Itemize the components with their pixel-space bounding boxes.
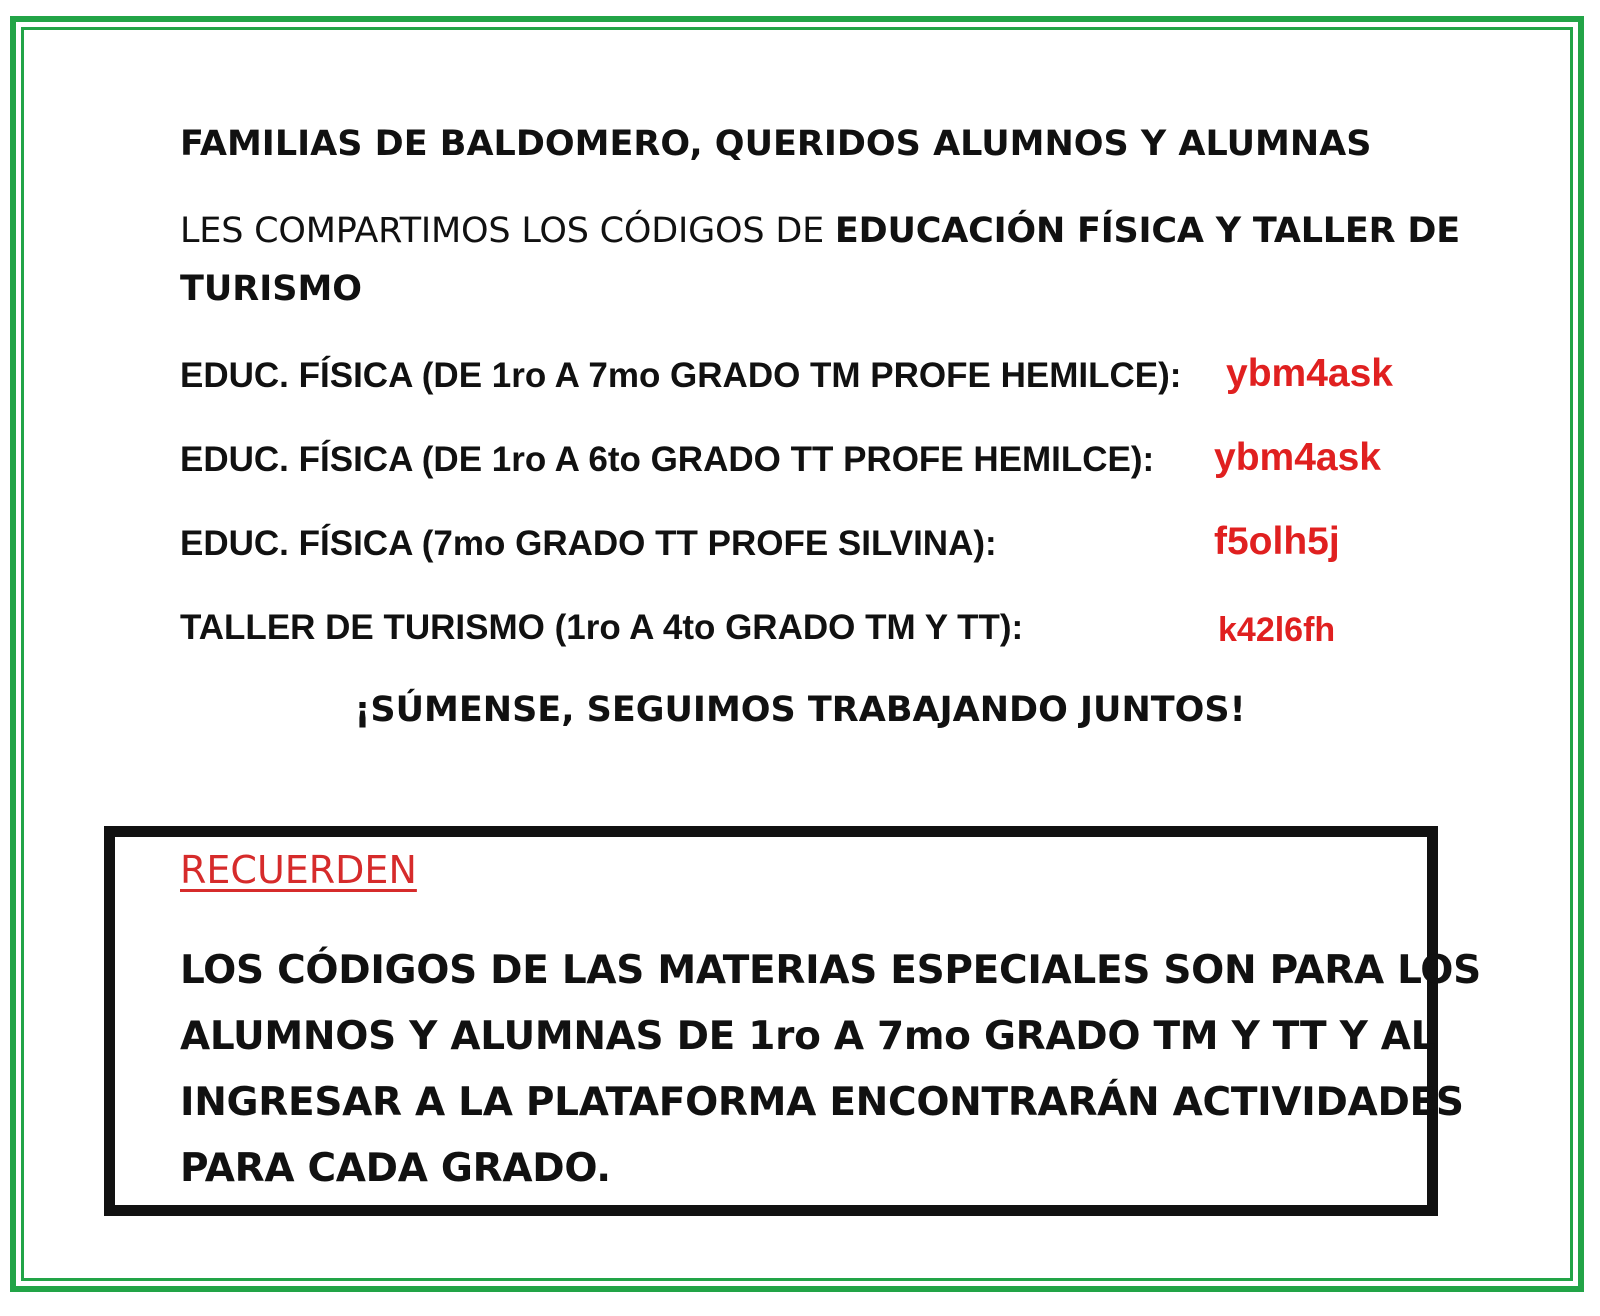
intro-bold-text: EDUCACIÓN FÍSICA Y TALLER DE [834,211,1460,251]
reminder-title: RECUERDEN [180,848,417,892]
closing-message: ¡SÚMENSE, SEGUIMOS TRABAJANDO JUNTOS! [354,690,1246,730]
code-value-taller-turismo: k42l6fh [1218,611,1336,649]
greeting-heading: FAMILIAS DE BALDOMERO, QUERIDOS ALUMNOS Y ALUMNAS [180,124,1372,164]
reminder-line: PARA CADA GRADO. [180,1146,611,1191]
code-label-educ-fisica-7mo-tm: EDUC. FÍSICA (DE 1ro A 7mo GRADO TM PROFE HEMILCE): [180,356,1182,395]
code-value-educ-fisica-7mo-tt: f5olh5j [1214,520,1340,563]
reminder-body [180,938,1481,1202]
reminder-line: LOS CÓDIGOS DE LAS MATERIAS ESPECIALES SON PARA LOS [180,948,1481,993]
reminder-line: INGRESAR A LA PLATAFORMA ENCONTRARÁN ACTIVIDADES [180,1080,1464,1125]
code-value-educ-fisica-6to-tt: ybm4ask [1214,436,1381,479]
intro-line-continued: TURISMO [180,269,363,309]
intro-plain-text: LES COMPARTIMOS LOS CÓDIGOS DE [180,211,835,251]
reminder-line: ALUMNOS Y ALUMNAS DE 1ro A 7mo GRADO TM Y TT Y AL [180,1014,1436,1059]
code-label-educ-fisica-6to-tt: EDUC. FÍSICA (DE 1ro A 6to GRADO TT PROFE HEMILCE): [180,440,1155,479]
intro-line [180,211,1460,251]
code-value-educ-fisica-7mo-tm: ybm4ask [1226,352,1393,395]
code-label-taller-turismo: TALLER DE TURISMO (1ro A 4to GRADO TM Y TT): [180,608,1024,647]
code-label-educ-fisica-7mo-tt: EDUC. FÍSICA (7mo GRADO TT PROFE SILVINA): [180,524,997,563]
